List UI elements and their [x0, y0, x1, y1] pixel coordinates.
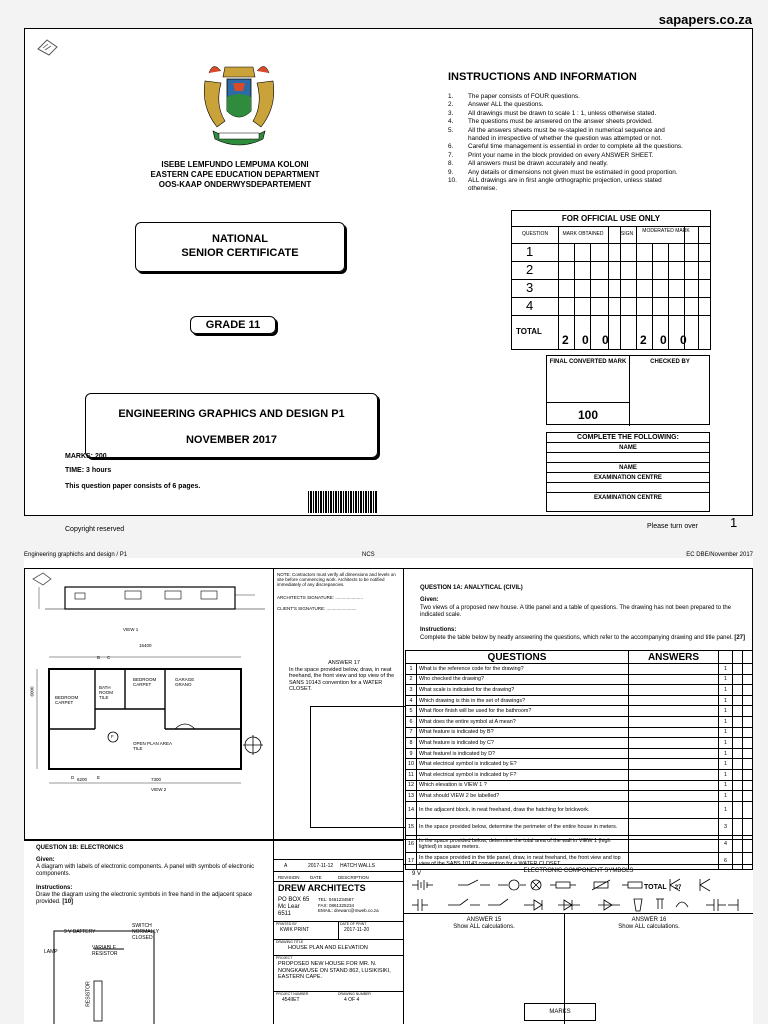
q1a-title: QUESTION 1A: ANALYTICAL (CIVIL) [420, 585, 523, 591]
tick-cell [733, 716, 743, 727]
question-mark: 1 [719, 791, 733, 802]
grade-box: GRADE 11 [190, 316, 276, 334]
header-mid: NCS [362, 552, 375, 558]
answer-cell[interactable] [629, 835, 719, 852]
instruction-item: handed in irrespective of whether the question was attempted or not. [468, 135, 662, 143]
question-number: 5 [406, 706, 417, 717]
question-number: 12 [406, 780, 417, 791]
question-text: What should VIEW 2 be labelled? [417, 791, 629, 802]
department-name: ISEBE LEMFUNDO LEMPUMA KOLONI EASTERN CAPE EDUCATION DEPARTMENT OOS-KAAP ONDERWYSDEPARTEMENT [150, 160, 320, 189]
tick-cell [733, 685, 743, 696]
max-mark-moderated: 2 0 0 [640, 333, 692, 347]
instruction-item: 10. ALL drawings are in first angle orthographic projection, unless stated [448, 177, 662, 185]
question-row [406, 706, 753, 717]
dim-bottom-2: 7300 [151, 777, 162, 782]
view1-label: VIEW 1 [123, 627, 139, 632]
complete-box: COMPLETE THE FOLLOWING: NAME NAME EXAMINATION CENTRE EXAMINATION CENTRE [546, 432, 710, 512]
label-f: F [111, 734, 114, 739]
question-row [406, 769, 753, 780]
component-symbols [408, 877, 748, 913]
question-row [406, 780, 753, 791]
answer15-label: ANSWER 15 Show ALL calculations. [453, 917, 515, 930]
question-row [406, 791, 753, 802]
final-mark-value: 100 [577, 408, 599, 422]
tick-cell [733, 780, 743, 791]
question-number: 14 [406, 801, 417, 818]
firm-address: PO BOX 65 Mc Lear 6511 [278, 897, 310, 917]
question-page [24, 552, 753, 1024]
answer-cell[interactable] [629, 727, 719, 738]
tick-cell [743, 727, 753, 738]
question-text: Which drawing is this in the set of drawings? [417, 695, 629, 706]
questions-table [405, 650, 753, 870]
answers-header: ANSWERS [629, 651, 719, 664]
tick-cell [733, 727, 743, 738]
label-b: B [97, 655, 101, 660]
instructions-list [448, 93, 748, 194]
contractor-note: NOTE: Contractors must verify all dimensions and levels on site before commencing work. Architects to be notified immediately of any discrepancies. [277, 572, 396, 587]
answer-cell[interactable] [629, 716, 719, 727]
label-c: C [107, 655, 111, 660]
instruction-item: otherwise. [468, 185, 498, 193]
header-left: Engineering graphichs and design / P1 [24, 552, 128, 558]
answer17-box[interactable] [310, 706, 406, 828]
tick-cell [733, 748, 743, 759]
question-1b [24, 840, 274, 1024]
dim-bottom-1: 6200 [77, 777, 88, 782]
question-number: 2 [406, 674, 417, 685]
tick-cell [733, 738, 743, 749]
question-mark: 1 [719, 801, 733, 818]
tick-cell [743, 738, 753, 749]
question-row-2: 2 [526, 262, 534, 277]
instruction-item: 7. Print your name in the block provided on every ANSWER SHEET. [448, 151, 654, 159]
tick-cell [743, 695, 753, 706]
dim-left: 6000 [29, 686, 35, 697]
question-row-1: 1 [526, 244, 534, 259]
circuit-resistor: RESISTOR [85, 981, 92, 1007]
room-bedroom-2: BEDROOM CARPET [133, 677, 157, 687]
room-bedroom-1: BEDROOM CARPET [55, 695, 79, 705]
question-number: 11 [406, 769, 417, 780]
tick-cell [743, 801, 753, 818]
tick-cell [733, 706, 743, 717]
answer-cell[interactable] [629, 664, 719, 675]
complete-title: COMPLETE THE FOLLOWING: [547, 433, 709, 443]
tick-cell [733, 835, 743, 852]
total-label: TOTAL [644, 884, 667, 891]
copyright-text: Copyright reserved [65, 526, 125, 533]
tick-cell [743, 748, 753, 759]
question-row [406, 685, 753, 696]
tick-cell [733, 759, 743, 770]
subject-title: ENGINEERING GRAPHICS AND DESIGN P1 [118, 408, 345, 420]
view2-label: VIEW 2 [151, 787, 167, 792]
drawing-title: HOUSE PLAN AND ELEVATION [288, 945, 368, 951]
answer-cell[interactable] [629, 791, 719, 802]
cover-page [24, 28, 753, 533]
tick-cell [733, 695, 743, 706]
question-mark: 1 [719, 738, 733, 749]
answer-cell[interactable] [629, 674, 719, 685]
header-right: EC DBE/November 2017 [686, 552, 753, 558]
floor-plan-drawing [25, 569, 275, 841]
question-mark: 1 [719, 716, 733, 727]
question-text: Who checked the drawing? [417, 674, 629, 685]
room-garage: GARAGE GRANO [175, 677, 195, 687]
question-row [406, 738, 753, 749]
answer-cell[interactable] [629, 738, 719, 749]
question-mark: 1 [719, 769, 733, 780]
component-panel [404, 864, 753, 1024]
marks-box: MARKS [524, 1003, 596, 1021]
circuit-variable-resistor: VARIABLE RESISTOR [92, 945, 118, 957]
instructions-title: INSTRUCTIONS AND INFORMATION [448, 71, 637, 83]
question-mark: 1 [719, 748, 733, 759]
tick-cell [743, 685, 753, 696]
tick-cell [733, 818, 743, 835]
question-mark: 1 [719, 727, 733, 738]
question-row [406, 759, 753, 770]
final-mark-box: FINAL CONVERTED MARK CHECKED BY 100 [546, 355, 710, 425]
question-mark: 1 [719, 780, 733, 791]
question-number: 17 [406, 852, 417, 869]
official-use-table: FOR OFFICIAL USE ONLY QUESTION MARK OBTAINED SIGN MODERATED MARK 1 2 3 4 TOTAL 2 0 0 2 0 0 [511, 210, 711, 350]
question-mark: 1 [719, 664, 733, 675]
instruction-item: 8. All answers must be drawn accurately and neatly. [448, 160, 608, 168]
pages-text: This question paper consists of 6 pages. [65, 483, 201, 490]
instruction-item: 3. All drawings must be drawn to scale 1 : 1, unless otherwise stated. [448, 109, 657, 117]
tick-cell [733, 801, 743, 818]
question-mark: 1 [719, 706, 733, 717]
question-text: What floor finish will be used for the bathroom? [417, 706, 629, 717]
answer-cell[interactable] [629, 759, 719, 770]
question-mark: 1 [719, 685, 733, 696]
tick-cell [743, 780, 753, 791]
question-number: 3 [406, 685, 417, 696]
tick-cell [733, 674, 743, 685]
question-mark: 6 [719, 852, 733, 869]
tick-cell [733, 791, 743, 802]
question-text: What does the entire symbol at A mean? [417, 716, 629, 727]
firm-name: DREW ARCHITECTS [278, 883, 366, 893]
coat-of-arms-icon [195, 57, 283, 149]
question-text: What electrical symbol is indicated by F? [417, 769, 629, 780]
tick-cell [743, 769, 753, 780]
question-text: What electrical symbol is indicated by E? [417, 759, 629, 770]
question-number: 16 [406, 835, 417, 852]
total-row [644, 884, 681, 891]
dim-top: 16400 [139, 643, 152, 648]
circuit-lamp: LAMP [44, 949, 58, 955]
tick-cell [743, 818, 753, 835]
answer-cell[interactable] [629, 769, 719, 780]
answer-cell[interactable] [629, 801, 719, 818]
question-row [406, 695, 753, 706]
firm-contact: TEL: 0461234567 FAX: 0861325234 EMAIL: drewarc@mweb.co.za [318, 897, 379, 913]
tick-cell [743, 674, 753, 685]
question-mark: 1 [719, 695, 733, 706]
q1b-text: Given: A diagram with labels of electronic components. A panel with symbols of electronic components. Instructions: Draw the diagram using the electronic symbols in free hand in the adjacent space provided. [10] [36, 857, 255, 905]
answer-cell[interactable] [629, 695, 719, 706]
question-number: 7 [406, 727, 417, 738]
tick-cell [743, 791, 753, 802]
question-number: 9 [406, 748, 417, 759]
question-text: What featurel is indicated by D? [417, 748, 629, 759]
question-number: 10 [406, 759, 417, 770]
question-text: Which elevation is VIEW 1 ? [417, 780, 629, 791]
question-text: In the space provided below, determine the total area of the wall in VIEW 1 (high lighted) in square meters. [417, 835, 629, 852]
component-9v: 9 V [412, 871, 422, 877]
please-turn-over: Please turn over [647, 523, 698, 530]
answer17-text: ANSWER 17 In the space provided below, draw, in neat freehand, the front view and top view of the SANS 10143 convention for a WATER CLOSET. [289, 660, 395, 692]
tick-cell [733, 769, 743, 780]
question-row [406, 835, 753, 852]
page-number: 1 [730, 515, 738, 530]
label-d: D [71, 775, 75, 780]
question-row [406, 664, 753, 675]
circuit-switch: SWITCH NORMALLY CLOSED [132, 923, 160, 941]
project-description: PROPOSED NEW HOUSE FOR MR. N. NONGKAWUSE ON STAND 862, LUSIKISIKI, EASTERN CAPE. [278, 961, 391, 980]
tick-cell [743, 664, 753, 675]
circuit-battery: 9 V BATTERY [64, 929, 96, 935]
nsc-box: NATIONAL SENIOR CERTIFICATE [135, 222, 345, 272]
total-value: 27 [674, 885, 682, 891]
label-e: E [97, 775, 101, 780]
question-row-4: 4 [526, 298, 534, 313]
questions-header: QUESTIONS [406, 651, 629, 664]
tick-cell [743, 759, 753, 770]
answer-cell[interactable] [629, 780, 719, 791]
q1b-title: QUESTION 1B: ELECTRONICS [36, 845, 124, 851]
instruction-item: 6. Careful time management is essential in order to complete all the questions. [448, 143, 683, 151]
question-number: 6 [406, 716, 417, 727]
question-mark: 1 [719, 674, 733, 685]
room-bathroom: BATH ROOM TILE [99, 685, 113, 700]
answer-cell[interactable] [629, 685, 719, 696]
instruction-item: 2. Answer ALL the questions. [448, 101, 544, 109]
question-row [406, 674, 753, 685]
question-number: 1 [406, 664, 417, 675]
question-text: What feature is indicated by C? [417, 738, 629, 749]
question-mark: 3 [719, 818, 733, 835]
instruction-item: 4. The questions must be answered on the answer sheets provided. [448, 118, 653, 126]
question-text: In the adjacent block, in neat freehand, draw the hatching for brickwork. [417, 801, 629, 818]
question-text: What scale is indicated for the drawing? [417, 685, 629, 696]
question-text: What is the reference code for the drawing? [417, 664, 629, 675]
time-text: TIME: 3 hours [65, 467, 112, 474]
question-mark: 1 [719, 759, 733, 770]
component-title: ELECTRONIC COMPONENT SYMBOLS [523, 868, 634, 874]
exam-date: NOVEMBER 2017 [185, 434, 278, 446]
subject-box [85, 393, 378, 458]
instruction-item: 5. All the answers sheets must be re-stapled in numerical sequence and [448, 126, 665, 134]
title-panel-notes: NOTE: Contractors must verify all dimensions and levels on site before commencing work. Architects to be notified immediately of any discrepancies. ARCHITECTS SIGNATURE: ...................... CLIENT'S SIGNATURE: ........................ [274, 568, 404, 840]
tick-cell [743, 716, 753, 727]
answer-cell[interactable] [629, 748, 719, 759]
question-row [406, 727, 753, 738]
question-row-3: 3 [526, 280, 534, 295]
tick-cell [743, 706, 753, 717]
question-number: 15 [406, 818, 417, 835]
question-text: In the space provided in the title panel, draw, in neat freehand, the front view and top view of the SABS 10143 convention for a WATER CLOSET. [417, 852, 629, 869]
official-title: FOR OFFICIAL USE ONLY [512, 211, 710, 227]
question-row [406, 748, 753, 759]
question-text: In the space provided below, determine the perimeter of the entire house in meters. [417, 818, 629, 835]
instruction-item: 1. The paper consists of FOUR questions. [448, 93, 580, 100]
room-open-plan: OPEN PLAN AREA TILE [133, 741, 172, 751]
question-number: 13 [406, 791, 417, 802]
answer16-label: ANSWER 16 Show ALL calculations. [618, 917, 680, 930]
question-row [406, 716, 753, 727]
total-label: TOTAL [516, 327, 542, 336]
tick-cell [733, 664, 743, 675]
question-mark: 4 [719, 835, 733, 852]
question-row [406, 801, 753, 818]
tick-cell [743, 835, 753, 852]
question-number: 4 [406, 695, 417, 706]
q1a-text: Given: Two views of a proposed new house. A title panel and a table of questions. The drawing has not been prepared to the indicated scale. Instructions: Complete the table below by neatly answering the questions, which refer to the accompanying drawing and title panel. [27] [420, 597, 745, 641]
instruction-item: 9. Any details or dimensions not given must be estimated in good proportion. [448, 168, 678, 176]
question-number: 8 [406, 738, 417, 749]
marks-text: MARKS: 200 [65, 453, 107, 460]
answer-cell[interactable] [629, 818, 719, 835]
question-text: What feature is indicated by B? [417, 727, 629, 738]
barcode [308, 491, 378, 513]
stamp-icon [35, 37, 61, 57]
question-row [406, 818, 753, 835]
answer-cell[interactable] [629, 706, 719, 717]
max-mark: 2 0 0 [562, 333, 614, 347]
house-drawing [24, 568, 274, 840]
title-block: A 2017-11-12 HATCH WALLS REVISION DATE DESCRIPTION DREW ARCHITECTS PO BOX 65 Mc Lear 6511 TEL: 0461234567 FAX: 0861325234 EMAIL: drewarc@mweb.co.za PRINTED BY KWIK PRINT DATE OF PRINT 2017-11-20 DRAWING TITLE HOUSE PLAN AND ELEVATION PROJECT PROPOSED NEW HOUSE FOR MR. N. NONGKAWUSE ON STAND 862, LUSIKISIKI, EASTERN CAPE. PROJECT NUMBER 454IIET DRAWING NUMBER 4 OF 4 [274, 840, 404, 1024]
site-watermark: sapapers.co.za [658, 12, 752, 27]
